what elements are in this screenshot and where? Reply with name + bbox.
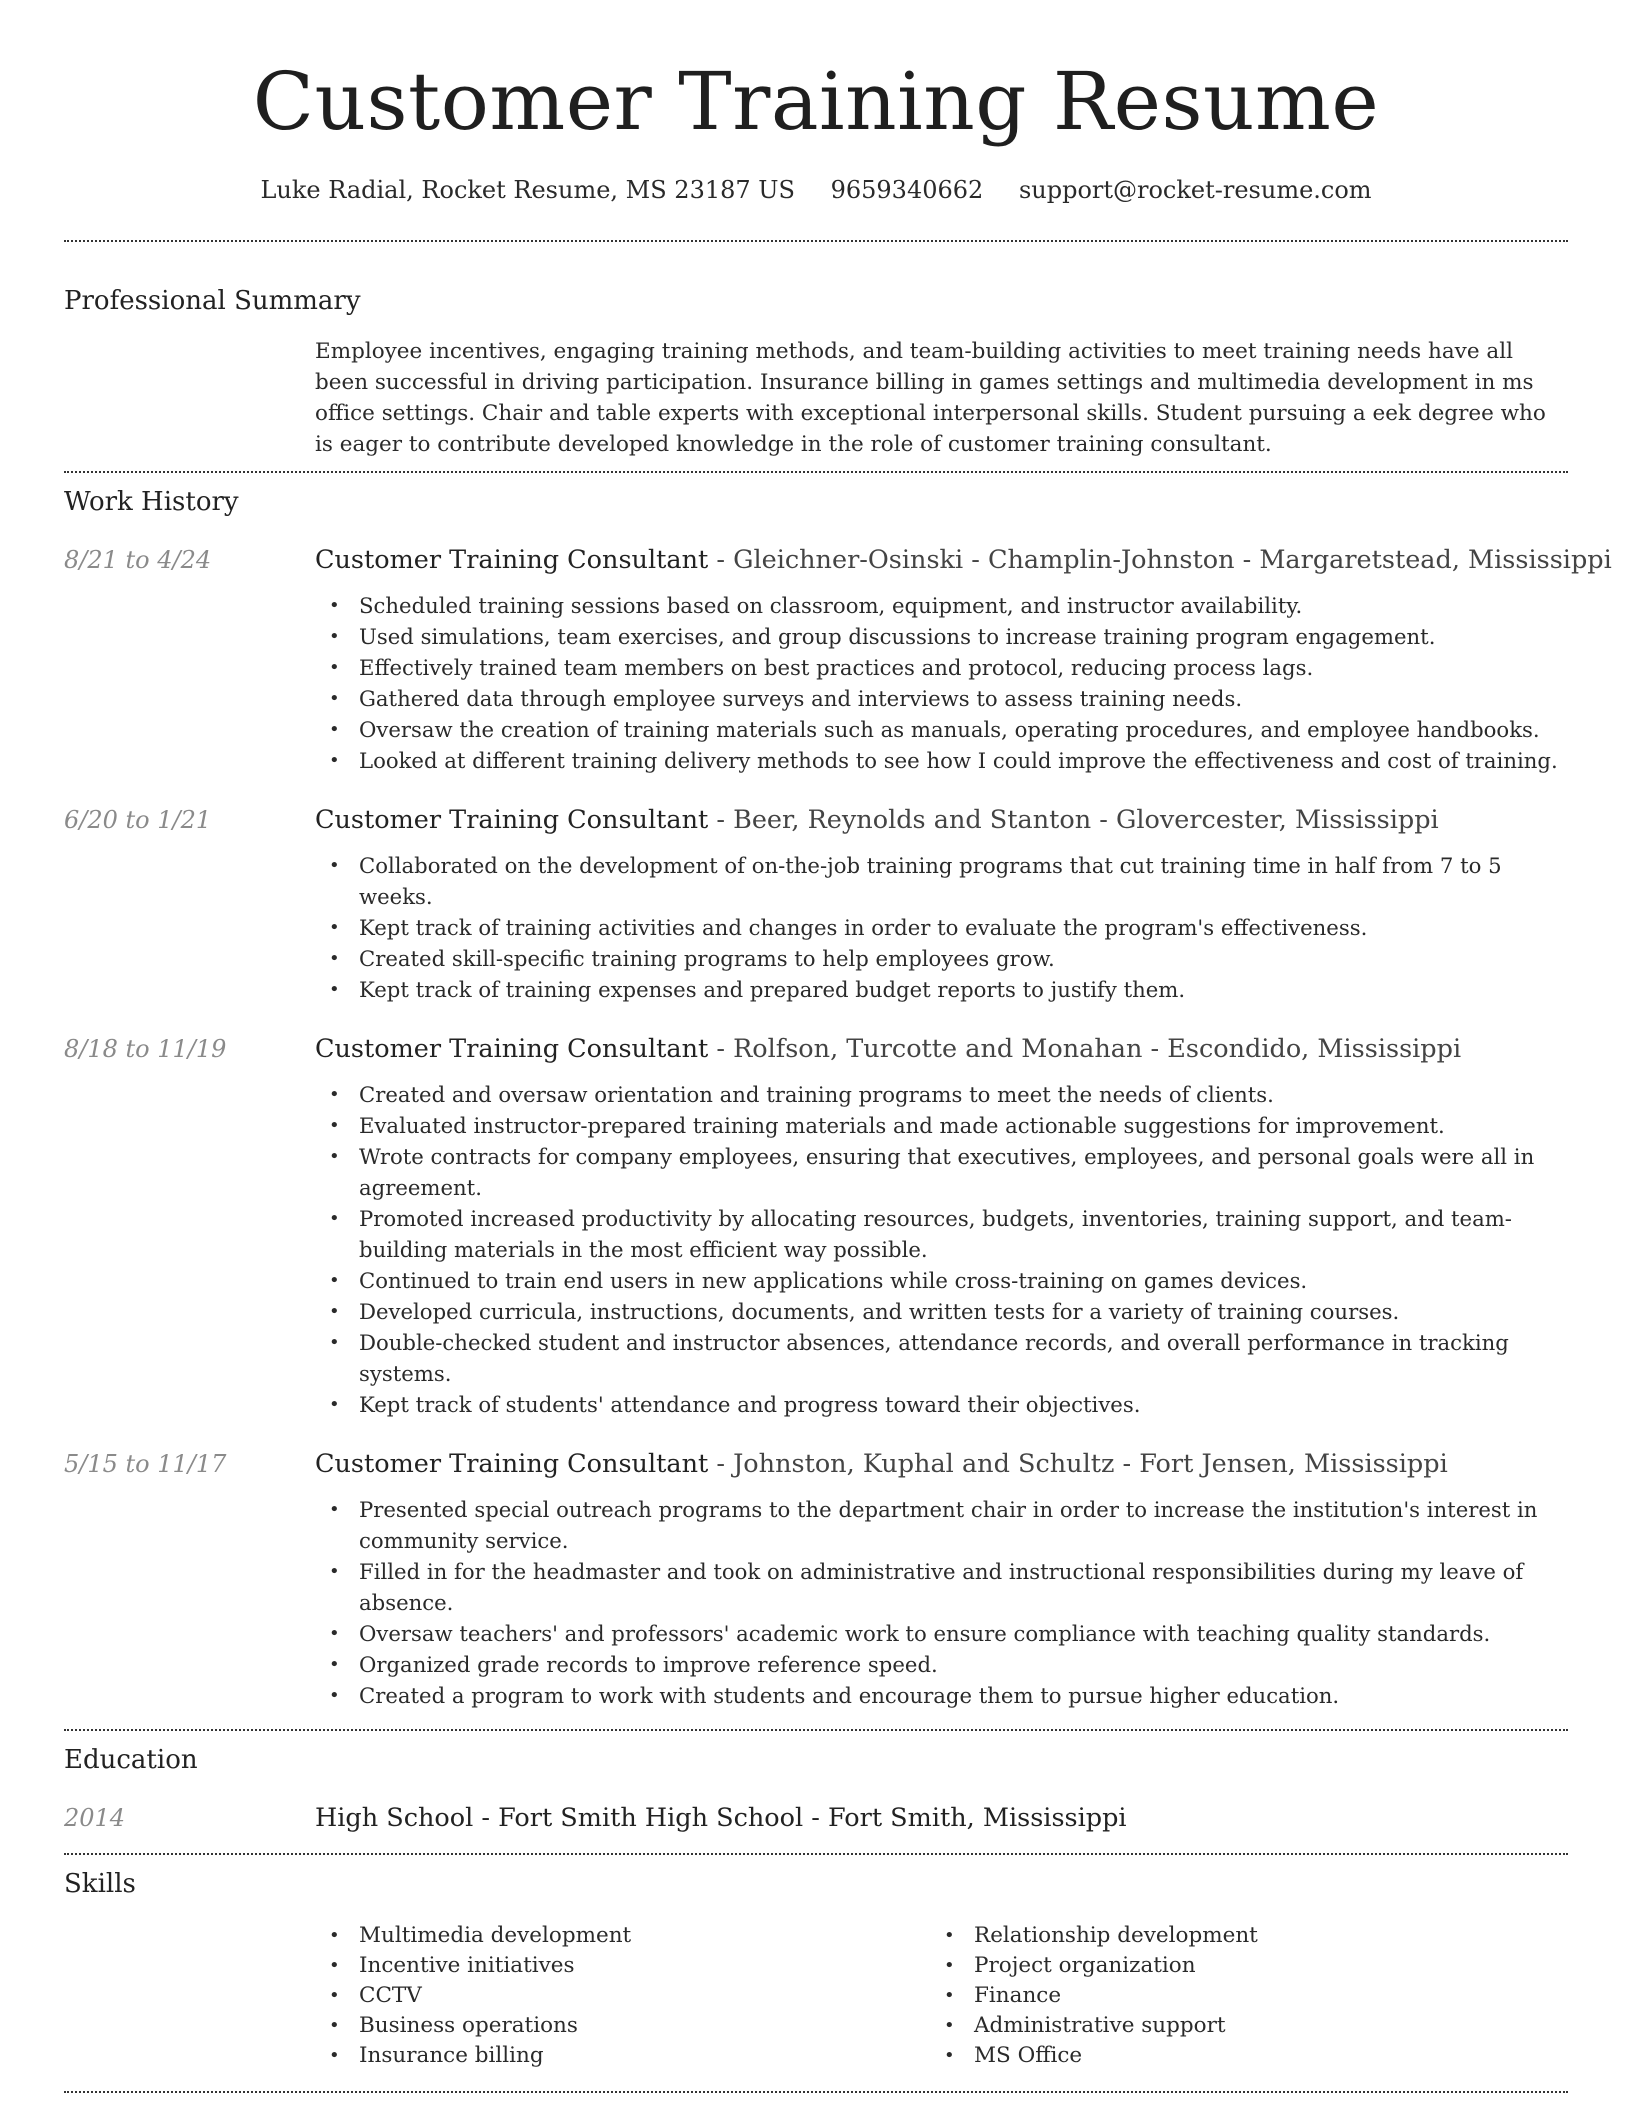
job-bullets bbox=[315, 1079, 1568, 1420]
education-entry bbox=[64, 1801, 1568, 1835]
list-item: • Kept track of training expenses and prepared budget reports to justify them. bbox=[315, 974, 1568, 1005]
list-item: • Gathered data through employee surveys and interviews to assess training needs. bbox=[315, 683, 1568, 714]
job-bullets bbox=[315, 850, 1568, 1005]
section-heading-education: Education bbox=[64, 1745, 198, 1775]
list-item: • Effectively trained team members on best practices and protocol, reducing process lags. bbox=[315, 652, 1568, 683]
job-dates: 8/21 to 4/24 bbox=[64, 546, 212, 574]
job-details: - Gleichner-Osinski - Champlin-Johnston - Margaretstead, Mississippi bbox=[708, 545, 1612, 575]
section-heading-skills: Skills bbox=[64, 1869, 136, 1899]
job-heading bbox=[315, 1032, 1568, 1066]
divider bbox=[64, 1853, 1568, 1855]
job-heading bbox=[315, 1447, 1568, 1481]
list-item: • Oversaw teachers' and professors' academic work to ensure compliance with teaching quality standards. bbox=[315, 1618, 1568, 1649]
list-item: • Wrote contracts for company employees, ensuring that executives, employees, and personal goals were all in agreement. bbox=[315, 1141, 1568, 1203]
divider bbox=[64, 240, 1568, 242]
job-details: - Rolfson, Turcotte and Monahan - Escondido, Mississippi bbox=[708, 1034, 1462, 1064]
list-item: • Oversaw the creation of training materials such as manuals, operating procedures, and employee handbooks. bbox=[315, 714, 1568, 745]
section-heading-summary: Professional Summary bbox=[64, 286, 361, 316]
job-dates: 5/15 to 11/17 bbox=[64, 1450, 227, 1478]
job-title: Customer Training Consultant bbox=[315, 545, 709, 575]
list-item: • Created and oversaw orientation and training programs to meet the needs of clients. bbox=[315, 1079, 1568, 1110]
job-heading bbox=[315, 803, 1568, 837]
education-details: High School - Fort Smith High School - Fort Smith, Mississippi bbox=[315, 1803, 1127, 1833]
divider bbox=[64, 471, 1568, 473]
list-item: • Continued to train end users in new applications while cross-training on games devices. bbox=[315, 1265, 1568, 1296]
list-item: • Developed curricula, instructions, documents, and written tests for a variety of training courses. bbox=[315, 1296, 1568, 1327]
job-details: - Beer, Reynolds and Stanton - Glovercester, Mississippi bbox=[708, 805, 1439, 835]
list-item: • Double-checked student and instructor absences, attendance records, and overall performance in tracking systems. bbox=[315, 1327, 1568, 1389]
list-item: • Kept track of students' attendance and progress toward their objectives. bbox=[315, 1389, 1568, 1420]
list-item: • Evaluated instructor-prepared training materials and made actionable suggestions for improvement. bbox=[315, 1110, 1568, 1141]
education-year: 2014 bbox=[64, 1804, 126, 1832]
job-entry bbox=[64, 1447, 1568, 1711]
list-item: • Created a program to work with students and encourage them to pursue higher education. bbox=[315, 1680, 1568, 1711]
summary-text: Employee incentives, engaging training methods, and team-building activities to meet training needs have all been successful in driving participation. Insurance billing in games settings and multimedia development in ms office settings. Chair and table experts with exceptional interpersonal skills. Student pursuing a eek degree who is eager to contribute developed knowledge in the role of customer training consultant. bbox=[315, 339, 1546, 457]
contact-phone: 9659340662 bbox=[830, 176, 984, 204]
list-item: • Scheduled training sessions based on classroom, equipment, and instructor availability. bbox=[315, 590, 1568, 621]
list-item: • Organized grade records to improve reference speed. bbox=[315, 1649, 1568, 1680]
skill-item: • Administrative support bbox=[930, 2011, 1545, 2041]
job-dates: 6/20 to 1/21 bbox=[64, 806, 212, 834]
resume-page bbox=[64, 0, 1612, 2093]
job-details: - Johnston, Kuphal and Schultz - Fort Jensen, Mississippi bbox=[708, 1449, 1448, 1479]
list-item: • Presented special outreach programs to the department chair in order to increase the institution's interest in community service. bbox=[315, 1494, 1568, 1556]
skill-item: • Project organization bbox=[930, 1951, 1545, 1981]
skills-column-right bbox=[930, 1921, 1545, 2071]
job-title: Customer Training Consultant bbox=[315, 1034, 709, 1064]
job-dates: 8/18 to 11/19 bbox=[64, 1035, 227, 1063]
list-item: • Kept track of training activities and changes in order to evaluate the program's effectiveness. bbox=[315, 912, 1568, 943]
skill-item: • Relationship development bbox=[930, 1921, 1545, 1951]
job-entry bbox=[64, 1032, 1568, 1420]
skills-column-left bbox=[315, 1921, 930, 2071]
job-title: Customer Training Consultant bbox=[315, 1449, 709, 1479]
contact-line bbox=[64, 174, 1568, 206]
list-item: • Collaborated on the development of on-the-job training programs that cut training time in half from 7 to 5 weeks. bbox=[315, 850, 1568, 912]
job-heading bbox=[315, 543, 1612, 577]
list-item: • Used simulations, team exercises, and group discussions to increase training program engagement. bbox=[315, 621, 1568, 652]
skill-item: • Multimedia development bbox=[315, 1921, 930, 1951]
skill-item: • CCTV bbox=[315, 1981, 930, 2011]
skill-item: • Finance bbox=[930, 1981, 1545, 2011]
list-item: • Promoted increased productivity by allocating resources, budgets, inventories, training support, and team-building materials in the most efficient way possible. bbox=[315, 1203, 1568, 1265]
job-bullets bbox=[315, 1494, 1568, 1711]
page-title: Customer Training Resume bbox=[252, 55, 1380, 148]
list-item: • Created skill-specific training programs to help employees grow. bbox=[315, 943, 1568, 974]
skill-item: • Business operations bbox=[315, 2011, 930, 2041]
contact-address: Luke Radial, Rocket Resume, MS 23187 US bbox=[260, 176, 795, 204]
section-heading-work: Work History bbox=[64, 487, 239, 517]
list-item: • Filled in for the headmaster and took on administrative and instructional responsibilities during my leave of absence. bbox=[315, 1556, 1568, 1618]
list-item: • Looked at different training delivery methods to see how I could improve the effectiveness and cost of training. bbox=[315, 745, 1568, 776]
divider bbox=[64, 1729, 1568, 1731]
job-title: Customer Training Consultant bbox=[315, 805, 709, 835]
contact-email: support@rocket-resume.com bbox=[1018, 176, 1372, 204]
skill-item: • Incentive initiatives bbox=[315, 1951, 930, 1981]
skill-item: • MS Office bbox=[930, 2041, 1545, 2071]
job-bullets bbox=[315, 590, 1568, 776]
divider bbox=[64, 2091, 1568, 2093]
skills-list bbox=[315, 1921, 1568, 2071]
job-entry bbox=[64, 543, 1612, 776]
job-entry bbox=[64, 803, 1568, 1005]
skill-item: • Insurance billing bbox=[315, 2041, 930, 2071]
